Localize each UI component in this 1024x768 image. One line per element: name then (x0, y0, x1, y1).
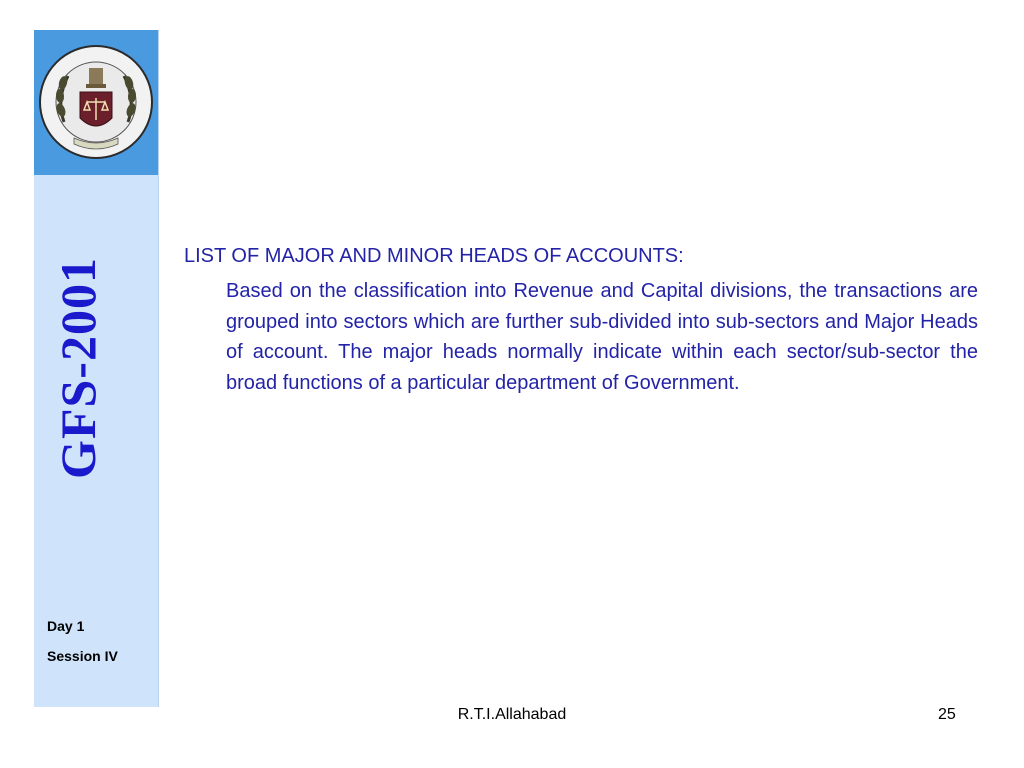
emblem-logo (34, 30, 158, 175)
session-label: Session IV (47, 648, 118, 664)
slide-paragraph: Based on the classification into Revenue and Capital divisions, the transactions are grouped into sectors which are further sub-divided into sub-sectors and Major Heads of account. The major heads normally indicate within each sector/sub-sector the broad functions of a particular department of Government. (226, 280, 978, 394)
footer-organization (0, 706, 1024, 724)
footer-organization-text: R.T.I.Allahabad (457, 706, 567, 723)
slide-heading: LIST OF MAJOR AND MINOR HEADS OF ACCOUNTS: (184, 245, 684, 267)
emblem-icon (34, 30, 158, 175)
sidebar-vertical-title: GFS-2001 (50, 257, 106, 479)
page-number: 25 (938, 706, 956, 723)
day-label: Day 1 (47, 618, 85, 634)
